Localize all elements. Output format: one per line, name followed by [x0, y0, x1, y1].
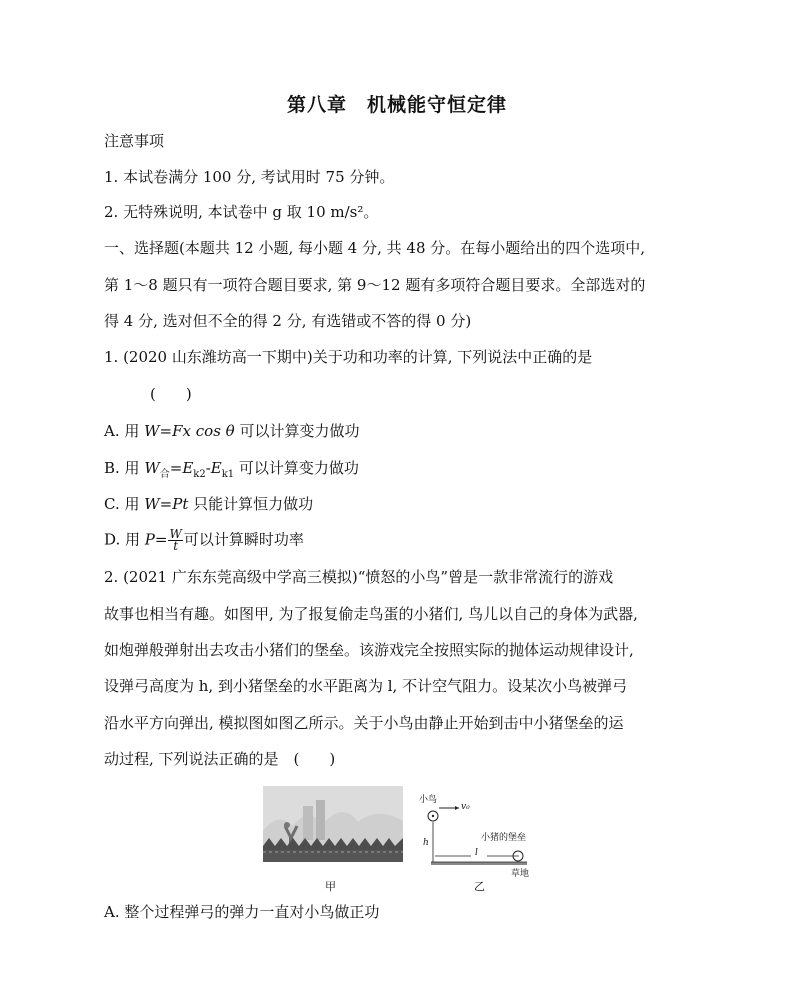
option-b-k2: k2 — [193, 469, 206, 480]
option-d-p: P= — [144, 530, 168, 549]
option-d-text: 可以计算瞬时功率 — [183, 530, 304, 549]
option-b-k1: k1 — [221, 469, 235, 480]
notice-heading: 注意事项 — [104, 132, 165, 150]
question-2-option-a[interactable]: A. 整个过程弹弓的弹力一直对小鸟做正功 — [104, 903, 380, 921]
question-2-line-4: 设弹弓高度为 h, 到小猪堡垒的水平距离为 l, 不计空气阻力。设某次小鸟被弹弓 — [104, 677, 628, 695]
figure-a-caption: 甲 — [325, 880, 336, 893]
question-1-option-c[interactable] — [104, 494, 313, 514]
question-2-line-5: 沿水平方向弹出, 模拟图如图乙所示。关于小鸟由静止开始到击中小猪堡垒的运 — [104, 714, 624, 732]
figure-b-caption: 乙 — [474, 880, 485, 893]
label-grass: 草地 — [511, 869, 530, 879]
question-1-option-b[interactable] — [104, 458, 359, 485]
option-c-prefix: C. 用 — [104, 495, 145, 513]
option-b-prefix: B. 用 — [104, 459, 145, 477]
notice-item-2: 2. 无特殊说明, 本试卷中 g 取 10 m/s²。 — [104, 203, 379, 221]
section-instructions-line-2: 第 1～8 题只有一项符合题目要求, 第 9～12 题有多项符合题目要求。全部选对的 — [104, 276, 646, 294]
option-b-w: W — [144, 459, 160, 477]
question-1-answer-paren: ( ) — [150, 385, 192, 403]
option-d-prefix: D. 用 — [104, 530, 145, 549]
option-c-formula: W=Pt — [144, 495, 189, 513]
figure-a-game-screenshot — [263, 786, 403, 862]
option-d-fraction — [168, 529, 182, 552]
question-2-line-3: 如炮弹般弹射出去攻击小猪们的堡垒。该游戏完全按照实际的抛体运动规律设计, — [104, 641, 634, 659]
option-b-eq: =E — [169, 459, 194, 477]
section-instructions-line-3: 得 4 分, 选对但不全的得 2 分, 有选错或不答的得 0 分) — [104, 312, 472, 330]
question-1-option-a[interactable] — [104, 421, 359, 441]
option-a-formula: W=Fx cos θ — [144, 422, 235, 440]
label-height: h — [423, 838, 429, 848]
label-bird: 小鸟 — [419, 795, 438, 805]
fraction-denominator: t — [173, 539, 179, 553]
game-scene-illustration — [263, 786, 403, 862]
figure-b-diagram — [415, 786, 545, 879]
option-a-prefix: A. 用 — [104, 422, 145, 440]
option-a-text: 可以计算变力做功 — [234, 422, 360, 440]
question-1-option-d[interactable] — [104, 529, 304, 552]
question-2-line-2: 故事也相当有趣。如图甲, 为了报复偷走鸟蛋的小猪们, 鸟儿以自己的身体为武器, — [104, 605, 638, 623]
label-distance: l — [475, 848, 478, 858]
section-instructions-line-1: 一、选择题(本题共 12 小题, 每小题 4 分, 共 48 分。在每小题给出的四个选项中, — [104, 239, 646, 257]
chapter-title: 第八章 机械能守恒定律 — [286, 94, 507, 116]
notice-item-1: 1. 本试卷满分 100 分, 考试用时 75 分钟。 — [104, 168, 395, 186]
question-2-line-1: 2. (2021 广东东莞高级中学高三模拟)“愤怒的小鸟”曾是一款非常流行的游戏 — [104, 568, 614, 586]
question-1-stem: 1. (2020 山东潍坊高一下期中)关于功和功率的计算, 下列说法中正确的是 — [104, 348, 593, 366]
label-velocity: v₀ — [461, 802, 470, 812]
fraction-numerator: W — [169, 527, 182, 541]
option-c-text: 只能计算恒力做功 — [188, 495, 314, 513]
option-b-text: 可以计算变力做功 — [234, 459, 359, 477]
option-b-minus: -E — [205, 459, 222, 477]
option-b-w-sub: 合 — [159, 469, 170, 480]
label-pig-fort: 小猪的堡垒 — [481, 833, 527, 843]
question-2-line-6: 动过程, 下列说法正确的是 ( ) — [104, 750, 336, 768]
